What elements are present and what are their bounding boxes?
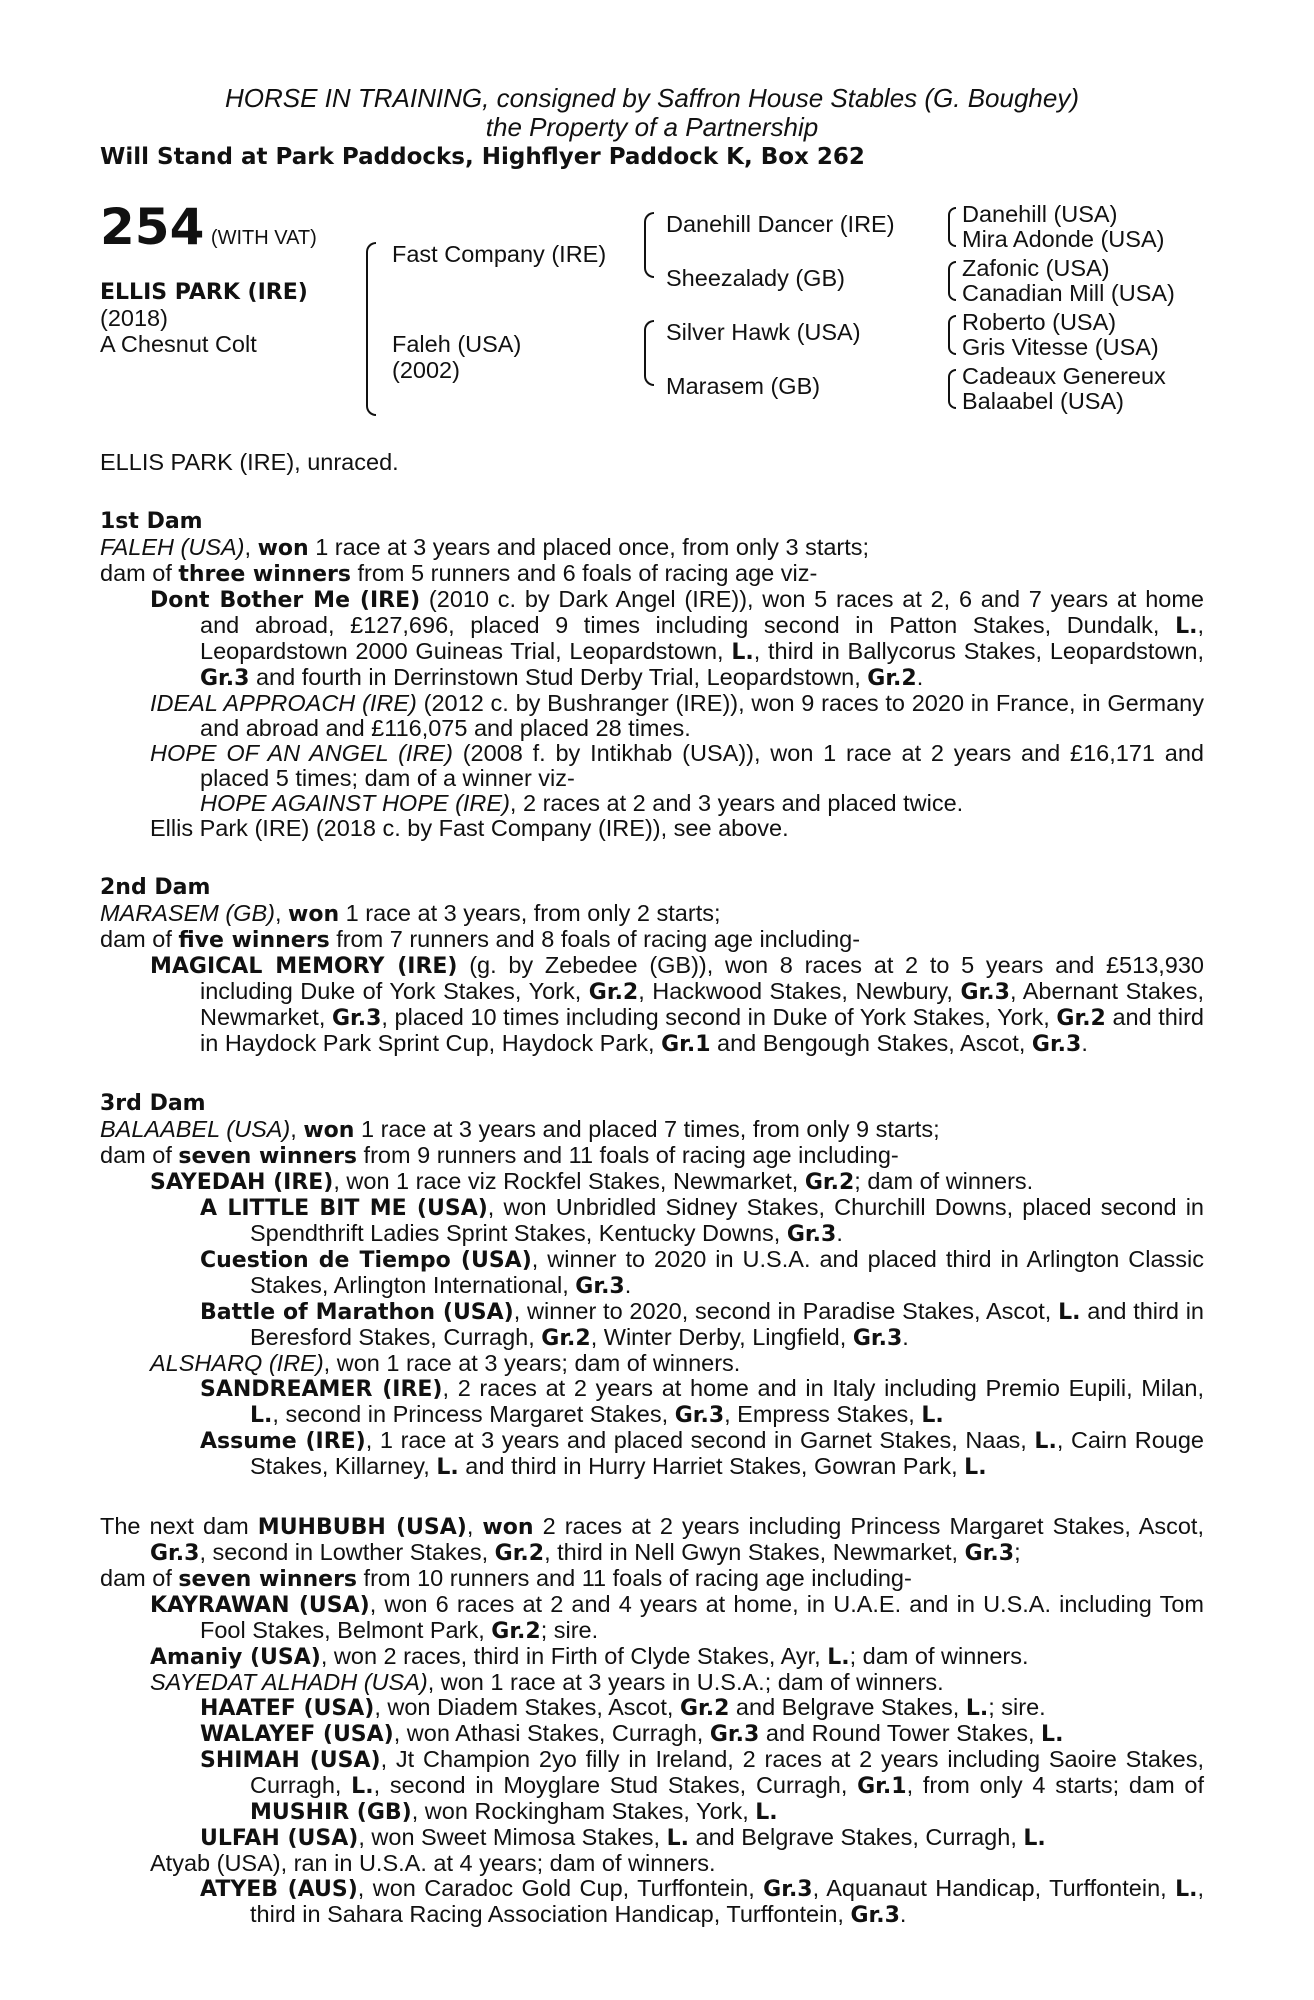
produce-entry — [100, 1247, 1204, 1299]
text-run: , won 2 races, third in Firth of Clyde Stakes, Ayr, — [320, 1643, 828, 1669]
dam-name: BALAABEL (USA) — [100, 1116, 291, 1142]
text-run: L. — [964, 1455, 987, 1480]
lot-number: 254 — [100, 198, 205, 256]
ancestor-dss: Roberto (USA) — [962, 309, 1117, 335]
text-run: Gr.2 — [804, 1170, 855, 1195]
dam-produce-summary — [100, 561, 1204, 587]
produce-name: Dont Bother Me (IRE) — [150, 588, 421, 613]
text-run: L. — [250, 1403, 273, 1428]
pedigree-bracket — [366, 242, 376, 416]
dam-record: MARASEM (GB), won 1 race at 3 years, from only 2 starts; — [100, 900, 721, 927]
text-run: , second in Moyglare Stud Stakes, Curragh, — [373, 1772, 858, 1798]
pedigree-bracket — [948, 261, 956, 301]
text-run: , second in Princess Margaret Stakes, — [272, 1401, 675, 1427]
text-run: L. — [1041, 1722, 1064, 1747]
text-run: ; dam of winners. — [849, 1643, 1029, 1669]
produce-entry — [100, 1670, 1204, 1695]
text-run: L. — [1175, 614, 1198, 639]
produce-entry — [100, 1876, 1204, 1928]
dam-produce-summary — [100, 1566, 1204, 1592]
dam-name: MUHBUBH (USA) — [257, 1515, 467, 1540]
text-run: , placed 10 times including second in Duke of York Stakes, York, — [381, 1004, 1057, 1030]
text-run: L. — [1175, 1877, 1198, 1902]
text-run: , won 6 races at 2 and 4 years at home, in U.A.E. and in U.S.A. including Tom Fool Stakes, Belmont Park, — [200, 1591, 1204, 1643]
text-run: ; sire. — [988, 1694, 1046, 1720]
produce-name: SAYEDAT ALHADH (USA) — [150, 1669, 428, 1695]
text-run: from 10 runners and 11 foals of racing age including- — [357, 1565, 912, 1591]
produce-entry — [100, 1376, 1204, 1428]
text-run: . — [902, 1324, 909, 1350]
produce-name: IDEAL APPROACH (IRE) — [150, 690, 417, 716]
produce-name: HAATEF (USA) — [200, 1696, 375, 1721]
dam-record — [100, 1514, 1204, 1566]
pedigree-bracket — [644, 320, 654, 386]
dam: Faleh (USA) — [392, 331, 522, 357]
text-run: 2 races at 2 years including Princess Margaret Stakes, Ascot, — [533, 1513, 1204, 1539]
produce-name: ALSHARQ (IRE) — [150, 1350, 324, 1376]
next-dam-section — [100, 1514, 1204, 1928]
text-run: ; sire. — [540, 1617, 599, 1643]
text-run: . — [624, 1272, 632, 1298]
text-run: L. — [827, 1645, 850, 1670]
text-run: , 2 races at 2 years at home and in Italy including Premio Eupili, Milan, — [442, 1375, 1204, 1401]
text-run: and fourth in Derrinstown Stud Derby Trial, Leopardstown, — [249, 664, 868, 690]
lot-header — [100, 198, 317, 256]
second-dam-section — [100, 875, 1204, 1057]
text-run: L. — [965, 1696, 989, 1721]
winners-count: five winners — [178, 928, 330, 953]
text-run: , — [466, 1513, 483, 1539]
dam-name: FALEH (USA) — [100, 534, 245, 560]
dam-produce-summary — [100, 927, 1204, 953]
text-run: and Bengough Stakes, Ascot, — [710, 1030, 1032, 1056]
third-dam-section — [100, 1091, 1204, 1480]
text-run: Gr.3 — [331, 1006, 382, 1031]
pedigree-bracket — [948, 369, 956, 409]
text-run: , won 1 race at 3 years in U.S.A.; dam of winners. — [427, 1669, 944, 1695]
produce-name: HOPE OF AN ANGEL (IRE) — [150, 740, 453, 766]
text-run: Gr.2 — [541, 1326, 591, 1351]
text-run: and third in Haydock Park Sprint Cup, Haydock Park, — [200, 1004, 1204, 1056]
produce-entry — [100, 741, 1204, 791]
dam-year: (2002) — [392, 357, 460, 383]
text-run: , won Sweet Mimosa Stakes, — [358, 1824, 667, 1850]
text-run: , 1 race at 3 years and placed second in Garnet Stakes, Naas, — [365, 1427, 1035, 1453]
produce-entry — [100, 691, 1204, 741]
dam-dam: Marasem (GB) — [666, 373, 821, 399]
produce-entry — [100, 1169, 1204, 1195]
text-run: . — [836, 1220, 843, 1246]
text-run: (2008 f. by Intikhab (USA)), won 1 race at 2 years and £16,171 and placed 5 times; dam of a winner viz- — [200, 740, 1204, 791]
text-run: and third in Beresford Stakes, Curragh, — [250, 1298, 1204, 1350]
text-run: , Winter Derby, Lingfield, — [590, 1324, 853, 1350]
text-run: . — [1081, 1030, 1088, 1056]
dam-record: BALAABEL (USA), won 1 race at 3 years and placed 7 times, from only 9 starts; — [100, 1116, 940, 1143]
consignor-line: HORSE IN TRAINING, consigned by Saffron House Stables (G. Boughey) — [224, 83, 1080, 113]
produce-entry: Atyab (USA), ran in U.S.A. at 4 years; dam of winners. — [150, 1850, 716, 1876]
race-record-intro: ELLIS PARK (IRE), unraced. — [100, 449, 399, 475]
vat-note: (WITH VAT) — [210, 227, 317, 249]
pedigree-table — [100, 198, 1204, 450]
produce-entry — [100, 1825, 1204, 1851]
text-run: and Round Tower Stakes, — [759, 1720, 1042, 1746]
text-run: , Abernant Stakes, Newmarket, — [200, 978, 1204, 1030]
ownership-line: the Property of a Partnership — [485, 112, 819, 142]
produce-name: WALAYEF (USA) — [200, 1722, 394, 1747]
text-run: Gr.3 — [674, 1403, 725, 1428]
produce-entry — [100, 587, 1204, 691]
produce-entry — [100, 1695, 1204, 1721]
won-label: won — [303, 1118, 355, 1143]
text-run: ; — [1014, 1539, 1021, 1565]
text-run: L. — [921, 1403, 944, 1428]
text-run: Gr.2 — [491, 1619, 541, 1644]
text-run: Gr.2 — [1056, 1006, 1106, 1031]
text-run: L. — [1058, 1300, 1081, 1325]
text-run: dam of — [100, 926, 179, 952]
text-run: Gr.3 — [709, 1722, 760, 1747]
text-run: Gr.3 — [150, 1541, 200, 1566]
text-run: from 7 runners and 8 foals of racing age including- — [329, 926, 861, 952]
text-run: , winner to 2020 in U.S.A. and placed third in Arlington Classic Stakes, Arlington International, — [250, 1246, 1204, 1298]
produce-name: SAYEDAH (IRE) — [150, 1170, 334, 1195]
text-run: Gr.2 — [679, 1696, 730, 1721]
produce-entry — [100, 1644, 1204, 1670]
sire-dam: Sheezalady (GB) — [666, 265, 845, 291]
text-run: , won Caradoc Gold Cup, Turffontein, — [357, 1875, 764, 1901]
text-run: (2012 c. by Bushranger (IRE)), won 9 races to 2020 in France, in Germany and abroad and £116,075 and placed 28 times. — [200, 690, 1204, 741]
produce-name: SANDREAMER (IRE) — [200, 1377, 443, 1402]
produce-entry — [100, 1351, 1204, 1376]
horse-name: ELLIS PARK (IRE) — [100, 280, 308, 305]
produce-name: ATYEB (AUS) — [200, 1877, 358, 1902]
text-run: , won 1 race viz Rockfel Stakes, Newmarket, — [333, 1168, 805, 1194]
text-run: 1 race at 3 years and placed 7 times, from only 9 starts; — [354, 1116, 940, 1142]
produce-name: Cuestion de Tiempo (USA) — [200, 1248, 532, 1273]
text-run: MUSHIR (GB) — [250, 1800, 412, 1825]
sire-sire: Danehill Dancer (IRE) — [666, 211, 895, 237]
text-run: L. — [755, 1800, 778, 1825]
produce-name: Battle of Marathon (USA) — [200, 1300, 514, 1325]
text-run: Gr.3 — [852, 1326, 903, 1351]
stand-location: Will Stand at Park Paddocks, Highflyer Paddock K, Box 262 — [100, 144, 865, 170]
catalogue-page — [100, 84, 1204, 1928]
text-run: . — [899, 1901, 907, 1927]
foaling-year: (2018) — [100, 305, 168, 331]
produce-name: SHIMAH (USA) — [200, 1748, 381, 1773]
produce-name: Amaniy (USA) — [150, 1645, 321, 1670]
dam-produce-summary — [100, 1143, 1204, 1169]
text-run: , third in Ballycorus Stakes, Leopardstown, — [753, 638, 1204, 664]
produce-name: MAGICAL MEMORY (IRE) — [150, 954, 458, 979]
won-label: won — [257, 536, 309, 561]
text: from 5 runners and 6 foals of racing age viz- — [350, 560, 818, 586]
produce-entry — [100, 1299, 1204, 1351]
produce-entry — [100, 1428, 1204, 1480]
produce-name: A LITTLE BIT ME (USA) — [200, 1196, 488, 1221]
text-run: dam of — [100, 1565, 179, 1591]
text-run: L. — [436, 1455, 459, 1480]
text-run: Gr.3 — [964, 1541, 1015, 1566]
text-run: Gr.3 — [1031, 1032, 1082, 1057]
text-run: , won Diadem Stakes, Ascot, — [374, 1694, 680, 1720]
text-run: and third in Hurry Harriet Stakes, Gowran Park, — [458, 1453, 965, 1479]
text-run: , second in Lowther Stakes, — [199, 1539, 495, 1565]
winners-count: seven winners — [178, 1144, 358, 1169]
text-run: , Hackwood Stakes, Newbury, — [638, 978, 961, 1004]
dam-sire: Silver Hawk (USA) — [666, 319, 861, 345]
text-run: L. — [1034, 1429, 1057, 1454]
ancestor-ddd: Balaabel (USA) — [962, 388, 1124, 414]
text-run: from 9 runners and 11 foals of racing age including- — [357, 1142, 899, 1168]
text-run: , third in Nell Gwyn Stakes, Newmarket, — [544, 1539, 965, 1565]
text-run: Gr.3 — [960, 980, 1010, 1005]
produce-entry — [100, 1747, 1204, 1825]
section-heading: 2nd Dam — [100, 875, 211, 900]
text-run: Gr.3 — [763, 1877, 813, 1902]
ancestor-dsd: Gris Vitesse (USA) — [962, 334, 1159, 360]
produce-name: KAYRAWAN (USA) — [150, 1593, 370, 1618]
text-run: dam of — [100, 1142, 179, 1168]
section-heading: 1st Dam — [100, 509, 203, 534]
produce-entry — [100, 1721, 1204, 1747]
text-run: Gr.2 — [867, 666, 917, 691]
text-run: , Jt Champion 2yo filly in Ireland, 2 races at 2 years including Saoire Stakes, Curragh, — [250, 1746, 1204, 1798]
text-run: , Cairn Rouge Stakes, Killarney, — [250, 1427, 1204, 1479]
text-run: , third in Sahara Racing Association Handicap, Turffontein, — [250, 1875, 1205, 1927]
text-run: , Leopardstown 2000 Guineas Trial, Leopardstown, — [200, 612, 1204, 664]
produce-name: Assume (IRE) — [200, 1429, 366, 1454]
produce-entry — [100, 953, 1204, 1057]
won-label: won — [482, 1515, 534, 1540]
ancestor-sdd: Canadian Mill (USA) — [962, 280, 1175, 306]
text-run: Gr.2 — [588, 980, 639, 1005]
text-run: Gr.3 — [786, 1222, 837, 1247]
text-run: , 2 races at 2 and 3 years and placed twice. — [509, 790, 964, 816]
pedigree-bracket — [948, 207, 956, 247]
text-run: , won 1 race at 3 years; dam of winners. — [323, 1350, 741, 1376]
text-run: and Belgrave Stakes, — [729, 1694, 966, 1720]
ancestor-dds: Cadeaux Genereux — [962, 363, 1166, 389]
produce-entry: Ellis Park (IRE) (2018 c. by Fast Company (IRE)), see above. — [150, 815, 789, 841]
produce-name: ULFAH (USA) — [200, 1826, 359, 1851]
text-run: L. — [731, 640, 754, 665]
dam-record: FALEH (USA), won 1 race at 3 years and placed once, from only 3 starts; — [100, 534, 870, 561]
text-run: Gr.2 — [494, 1541, 545, 1566]
produce-entry — [100, 1195, 1204, 1247]
text-run: , won Athasi Stakes, Curragh, — [393, 1720, 710, 1746]
text-run: Gr.3 — [850, 1903, 900, 1928]
record-text: 1 race at 3 years and placed once, from only 3 starts; — [308, 534, 870, 560]
text-run: , winner to 2020, second in Paradise Stakes, Ascot, — [513, 1298, 1059, 1324]
text-run: Gr.1 — [661, 1032, 711, 1057]
text-run: (2010 c. by Dark Angel (IRE)), won 5 races at 2, 6 and 7 years at home and abroad, £127,696, placed 9 times including second in Patton Stakes, Dundalk, — [200, 586, 1204, 638]
text-run: Gr.3 — [200, 666, 250, 691]
text: dam of — [100, 560, 179, 586]
won-label: won — [288, 902, 340, 927]
produce-entry — [100, 791, 1204, 816]
ancestor-sss: Danehill (USA) — [962, 201, 1118, 227]
text-run: Gr.3 — [575, 1274, 625, 1299]
text-run: L. — [1023, 1826, 1046, 1851]
text-run: L. — [351, 1774, 374, 1799]
text-run: The next dam — [100, 1513, 258, 1539]
produce-name: HOPE AGAINST HOPE (IRE) — [200, 790, 510, 816]
text-run: , Aquanaut Handicap, Turffontein, — [812, 1875, 1176, 1901]
text-run: , won Unbridled Sidney Stakes, Churchill Downs, placed second in Spendthrift Ladies Sprint Stakes, Kentucky Downs, — [250, 1194, 1204, 1246]
text-run: Gr.1 — [857, 1774, 907, 1799]
ancestor-ssd: Mira Adonde (USA) — [962, 226, 1165, 252]
ancestor-sds: Zafonic (USA) — [962, 255, 1110, 281]
pedigree-bracket — [948, 315, 956, 355]
text-run: , won Rockingham Stakes, York, — [411, 1798, 756, 1824]
sire: Fast Company (IRE) — [392, 241, 607, 267]
produce-entry — [100, 1592, 1204, 1644]
text-run: . — [916, 664, 924, 690]
text-run: ; dam of winners. — [854, 1168, 1034, 1194]
text-run: (g. by Zebedee (GB)), won 8 races at 2 to 5 years and £513,930 including Duke of York Stakes, York, — [200, 952, 1204, 1004]
text-run: 1 race at 3 years, from only 2 starts; — [339, 900, 721, 926]
text-run: , Empress Stakes, — [724, 1401, 922, 1427]
horse-description: A Chesnut Colt — [100, 331, 257, 357]
text-run: , from only 4 starts; dam of — [906, 1772, 1204, 1798]
text-run: L. — [666, 1826, 689, 1851]
winners-count: three winners — [178, 562, 351, 587]
section-heading: 3rd Dam — [100, 1091, 206, 1116]
winners-count: seven winners — [178, 1567, 358, 1592]
first-dam-section — [100, 509, 1204, 841]
text-run: and Belgrave Stakes, Curragh, — [688, 1824, 1024, 1850]
dam-name: MARASEM (GB) — [100, 900, 275, 926]
pedigree-bracket — [644, 212, 654, 278]
